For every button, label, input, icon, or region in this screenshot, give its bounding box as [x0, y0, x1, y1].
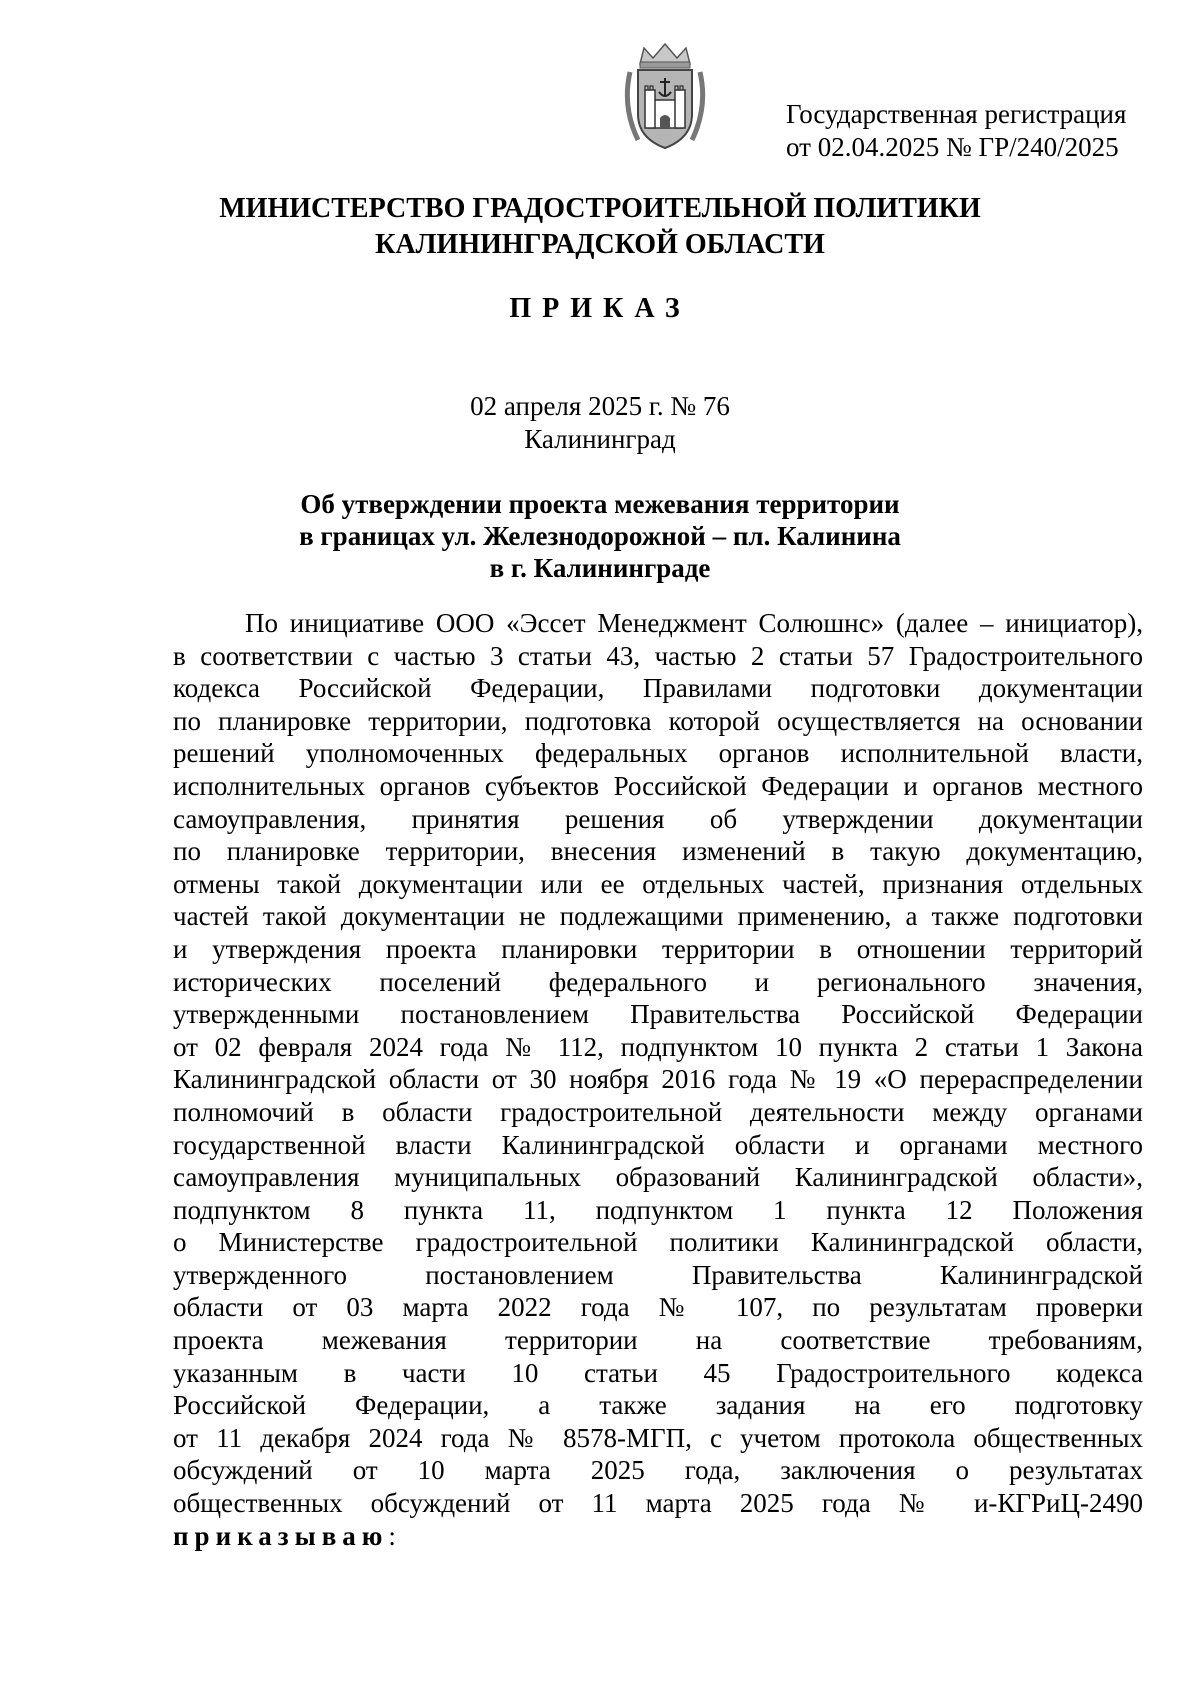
body-line: полномочий в области градостроительной деятельности между органами — [173, 1096, 1143, 1127]
registration-stamp — [786, 98, 1146, 164]
closing-colon: : — [388, 1520, 396, 1551]
body-line: Российской Федерации, а также задания на его подготовку — [173, 1390, 1143, 1421]
subject-line-3: в г. Калининграде — [489, 553, 711, 583]
body-line: о Министерстве градостроительной политики Калининградской области, — [173, 1227, 1143, 1258]
body-line: исторических поселений федерального и регионального значения, — [173, 966, 1143, 997]
body-line: от 02 февраля 2024 года № 112, подпунктом 10 пункта 2 статьи 1 Закона — [173, 1031, 1143, 1062]
body-line: По инициативе ООО «Эссет Менеджмент Солюшнс» (далее – инициатор), — [245, 608, 1143, 638]
order-meta — [0, 390, 1200, 456]
body-line: и утверждения проекта планировки территории в отношении территорий — [173, 933, 1143, 964]
ministry-title — [0, 191, 1200, 263]
ministry-title-line-1: МИНИСТЕРСТВО ГРАДОСТРОИТЕЛЬНОЙ ПОЛИТИКИ — [219, 193, 981, 224]
body-line: по планировке территории, внесения изменений в такую документацию, — [173, 836, 1143, 867]
body-line: в соответствии с частью 3 статьи 43, частью 2 статьи 57 Градостроительного — [173, 640, 1143, 671]
order-city: Калининград — [524, 424, 676, 454]
ministry-title-line-2: КАЛИНИНГРАДСКОЙ ОБЛАСТИ — [375, 229, 825, 260]
closing-word: приказываю — [173, 1520, 389, 1551]
body-line: частей такой документации не подлежащими применению, а также подготовки — [173, 901, 1143, 932]
closing-line — [173, 1520, 1143, 1553]
body-line: государственной власти Калининградской области и органами местного — [173, 1129, 1143, 1160]
order-subject — [0, 488, 1200, 584]
body-line: проекта межевания территории на соответствие требованиям, — [173, 1325, 1143, 1356]
body-line: самоуправления, принятия решения об утверждении документации — [173, 803, 1143, 834]
body-line: указанным в части 10 статьи 45 Градостроительного кодекса — [173, 1357, 1143, 1388]
body-line: решений уполномоченных федеральных органов исполнительной власти, — [173, 738, 1143, 769]
order-title: ПРИКАЗ — [509, 293, 691, 324]
body-line: подпунктом 8 пункта 11, подпунктом 1 пункта 12 Положения — [173, 1194, 1143, 1225]
order-body — [173, 607, 1143, 1552]
registration-line-2: от 02.04.2025 № ГР/240/2025 — [786, 132, 1119, 162]
body-line: общественных обсуждений от 11 марта 2025 года № и-КГРиЦ-2490 — [173, 1488, 1143, 1519]
body-line: исполнительных органов субъектов Российской Федерации и органов местного — [173, 770, 1143, 801]
subject-line-2: в границах ул. Железнодорожной – пл. Калинина — [299, 521, 901, 551]
body-line: утвержденными постановлением Правительства Российской Федерации — [173, 999, 1143, 1030]
order-date-number: 02 апреля 2025 г. № 76 — [470, 391, 730, 421]
body-line: самоуправления муниципальных образований Калининградской области», — [173, 1162, 1143, 1193]
body-line: области от 03 марта 2022 года № 107, по результатам проверки — [173, 1292, 1143, 1323]
body-line: обсуждений от 10 марта 2025 года, заключения о результатах — [173, 1455, 1143, 1486]
body-line: по планировке территории, подготовка которой осуществляется на основании — [173, 705, 1143, 736]
coat-of-arms-emblem — [620, 42, 710, 152]
body-line: Калининградской области от 30 ноября 2016 года № 19 «О перераспределении — [173, 1064, 1143, 1095]
body-line: утвержденного постановлением Правительства Калининградской — [173, 1259, 1143, 1290]
body-line: кодекса Российской Федерации, Правилами подготовки документации — [173, 673, 1143, 704]
registration-line-1: Государственная регистрация — [786, 99, 1127, 129]
body-line: отмены такой документации или ее отдельных частей, признания отдельных — [173, 868, 1143, 899]
body-line: от 11 декабря 2024 года № 8578-МГП, с учетом протокола общественных — [173, 1422, 1143, 1453]
subject-line-1: Об утверждении проекта межевания территории — [300, 489, 900, 519]
